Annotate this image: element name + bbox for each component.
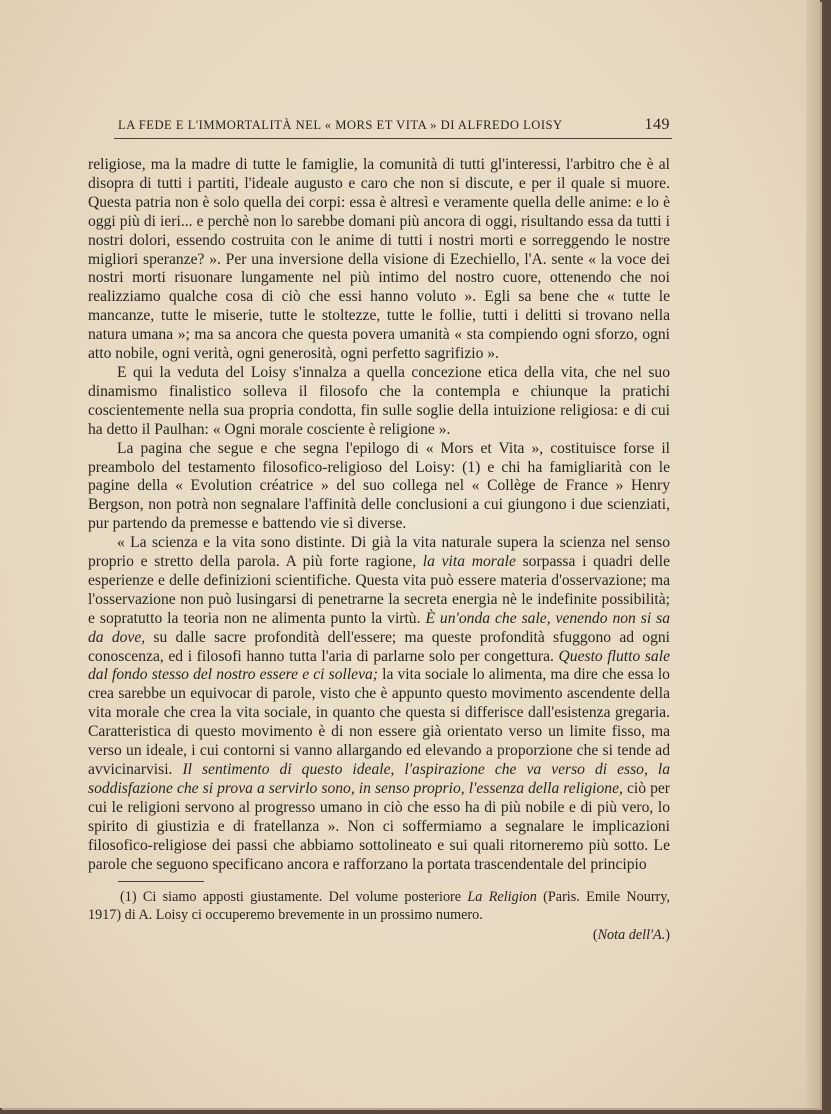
text-run: su dalle sacre profondità dell'essere; ma queste profondità sfuggono ad ogni conoscenza, ed i filosofi hanno tutta l'aria di parlarne solo per congettura. [88,628,671,665]
italic-passage: È un'onda che sale, venendo non si sa da dove, [88,609,670,646]
page-number: 149 [644,116,670,133]
text-run: E qui la veduta del Loisy s'innalza a quella concezione etica della vita, che nel suo dinamismo finalistico solleva il filosofo che la contempla e chiunque la pratichi coscientemente nella sua propria condotta, fin sulle soglie della intuizione religiosa: e di cui ha detto il Paulhan: « Ogni morale cosciente è religione ». [88,363,670,438]
italic-passage: la vita morale [422,553,516,571]
paragraph [88,364,670,440]
italic-passage: Il sentimento di questo ideale, l'aspirazione che va verso di esso, la soddisfazione che si prova a servirlo sono, in senso proprio, l'essenza della religione, [88,761,670,797]
text-run: (1) Ci siamo apposti giustamente. Del volume posteriore [120,889,468,905]
paragraph [88,156,670,364]
italic-passage: La Religion [467,889,537,905]
footnote-text [88,889,670,924]
running-head [118,116,670,134]
paragraph [88,440,670,535]
text-run: La pagina che segue e che segna l'epilogo di « Mors et Vita », costituisce forse il preambolo del testamento filosofico-religioso del Loisy: (1) e chi ha famigliarità con le pagine della « Evolution créatrice » del suo collega nel « Collège de France » Henry Bergson, non potrà non segnalare l'affinità delle conclusioni a cui giungono i due scienziati, pur partendo da premesse e battendo vie sì diverse. [88,439,670,533]
text-run: « La scienza e la vita sono distinte. Di già la vita naturale supera la scienza nel senso proprio e stretto della parola. A più forte ragione, [88,534,670,571]
footnote [88,889,670,945]
text-run: ciò per cui le religioni servono al progresso umano in ciò che esso ha di più nobile e di più vero, lo spirito di giustizia e di fratellanza ». Non ci soffermiamo a segnalare le implicazioni filosofico-religiose dei passi che abbiamo sottolineato e sui quali ritorneremo più sotto. Le parole che seguono specificano ancora e rafforzano la portata trascendentale del principio [88,779,670,873]
paragraph [88,534,670,874]
footnote-rule [118,881,204,882]
body-text [88,156,670,874]
header-rule [114,138,672,139]
text-run: (Paris. Emile Nourry, 1917) di A. Loisy ci occuperemo brevemente in un prossimo numero. [88,889,670,923]
text-run: religiose, ma la madre di tutte le famiglie, la comunità di tutti gl'interessi, l'arbitro che è al disopra di tutti i partiti, l'ideale augusto e caro che non si discute, e per il quale si muore. Questa patria non è solo quella dei corpi: essa è altresì e veramente quella delle anime: e lo è oggi più di ieri... e perchè non lo sarebbe domani più ancora di oggi, risultando essa da tutti i nostri dolori, essendo costruita con le anime di tutti i nostri morti e sorreggendo le nostre migliori speranze? ». Per una inversione della visione di Ezechiello, l'A. sente « la voce dei nostri morti risuonare lungamente nel più intimo del nostro cuore, ottenendo che noi realizziamo qualche cosa di ciò che essi hanno voluto ». Egli sa bene che « tutte le mancanze, tutte le miserie, tutte le stoltezze, tutte le follie, tutti i delitti si trovano nella natura umana »; ma sa ancora che questa povera umanità « sta compiendo ogni sforzo, ogni atto nobile, ogni verità, ogni generosità, ogni perfetto sagrifizio ». [88,156,670,363]
footnote-signature: (Nota dell'A.) [592,927,670,943]
text-run: la vita sociale lo alimenta, ma dire che essa lo crea sarebbe un equivocar di parole, visto che è appunto questo movimento ascendente della vita morale che crea la vita sociale, in quanto che questa si differisce dall'esistenza gregaria. Caratteristica di questo movimento è di non essere già orientato verso un limite fisso, ma verso un ideale, i cui contorni si vanno allargando ed elevando a proporzione che si tende ad avvicinarvisi. [88,666,670,778]
text-run: sorpassa i quadri delle esperienze e delle definizioni scientifiche. Questa vita può essere materia d'osservazione; ma l'osservazione non può lusingarsi di penetrarne la secreta energia nè le indefinite possibilità; e sopratutto la teoria non ne alimenta punto la virtù. [88,553,670,627]
italic-passage: Questo flutto sale dal fondo stesso del nostro essere e ci solleva; [88,647,670,684]
running-title: LA FEDE E L'IMMORTALITÀ NEL « MORS ET VITA » DI ALFREDO LOISY [118,118,563,132]
page-edge [806,0,820,1108]
